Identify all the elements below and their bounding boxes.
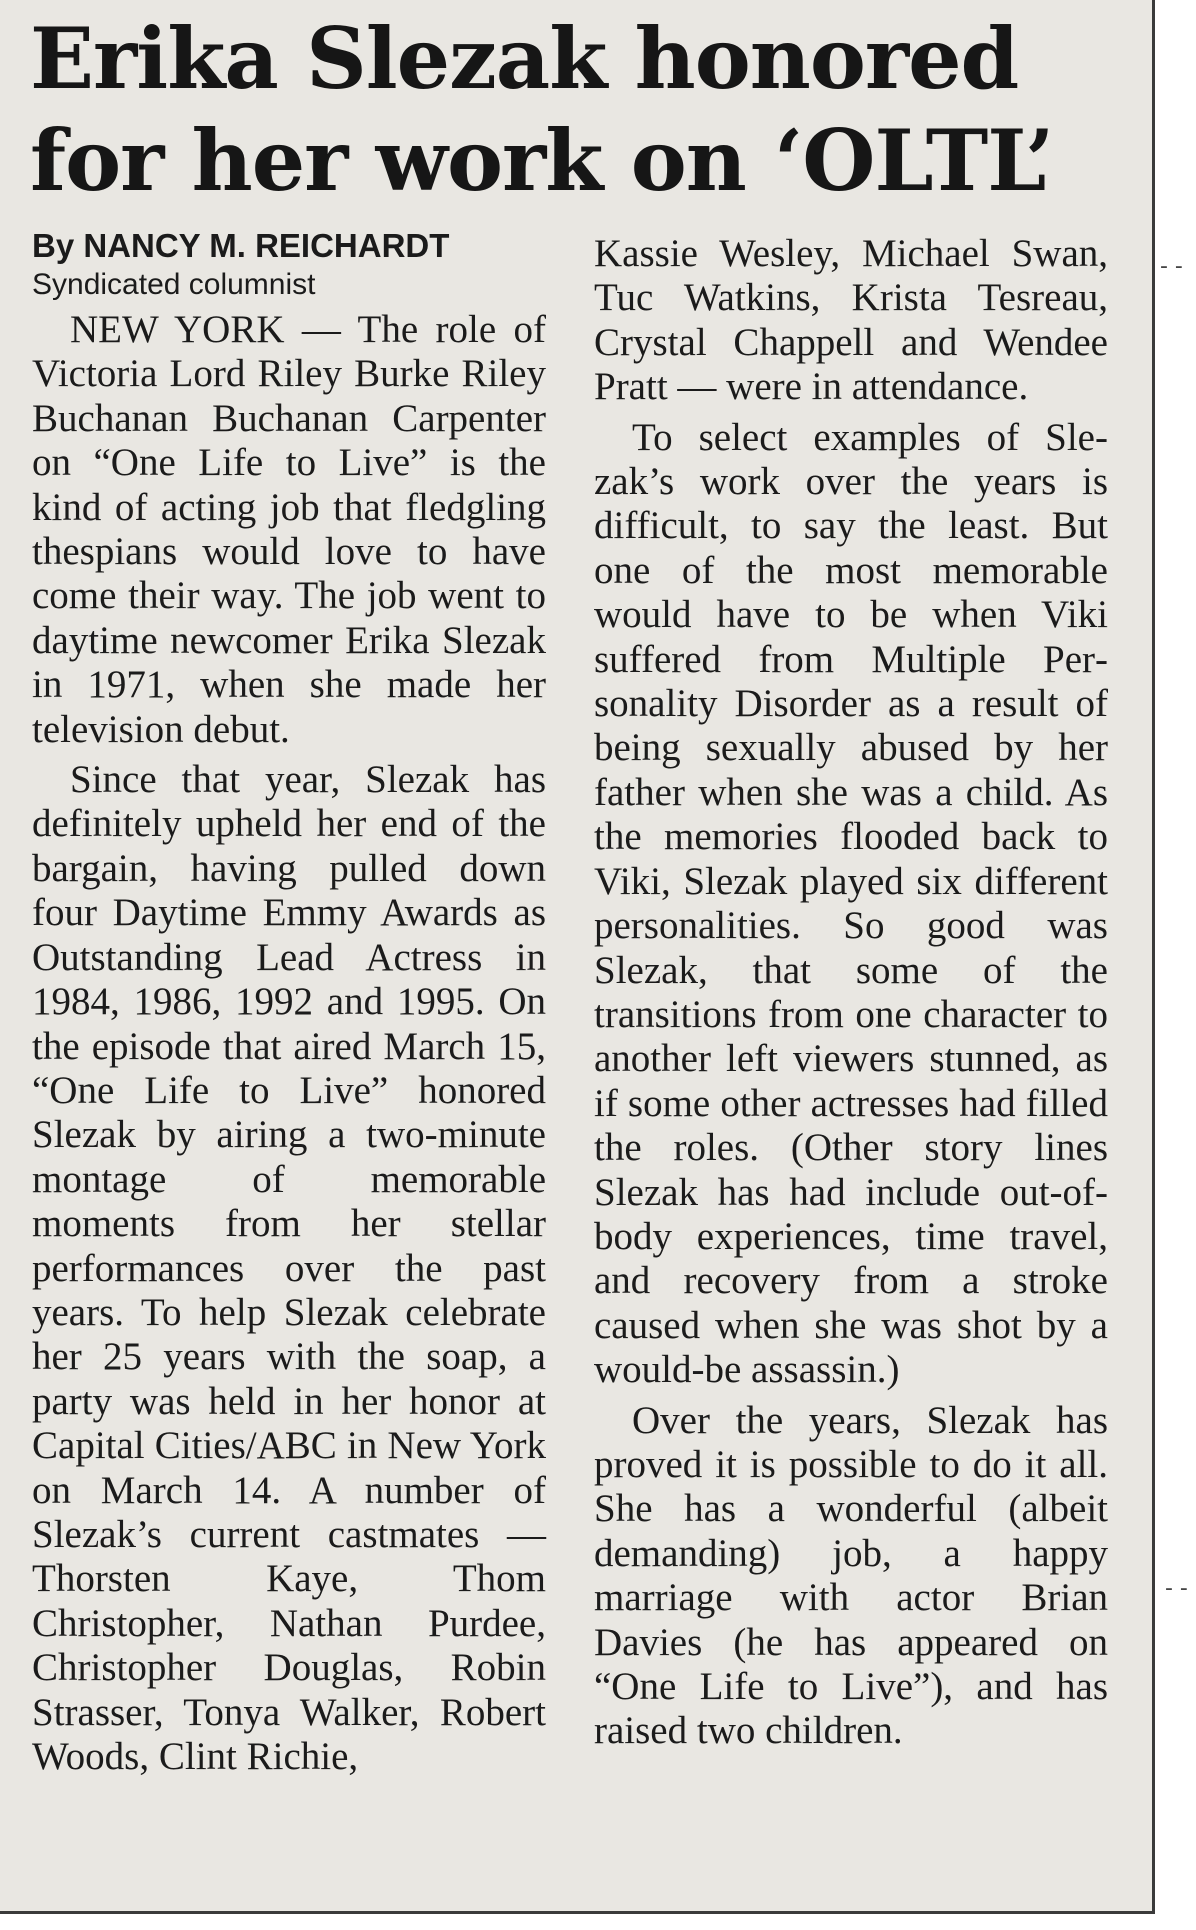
cut-mark: ‐ ‐: [1165, 1576, 1188, 1601]
article-column-right: [594, 232, 1108, 1754]
cut-mark: ‐ ‐: [1160, 254, 1183, 279]
byline-role: Syndicated columnist: [32, 268, 316, 301]
article-column-left: [32, 226, 546, 1779]
paragraph: To select examples of Slezak’s work over the years is difficult, to say the least. But one of the most memorable would have to be when Viki suffered from Multiple Personality Disorder as a result of being sexually abused by her father when she was a child. As the memories flooded back to Viki, Slezak played six different personalities. So good was Slezak, that some of the transitions from one character to another left viewers stunned, as if some other actresses had filled the roles. (Other story lines Slezak has had include out-of-body experiences, time travel, and recovery from a stroke caused when she was shot by a would-be assassin.): [594, 415, 1108, 1392]
article-headline: Erika Slezak honored for her work on ‘OLTL’: [30, 9, 1054, 210]
paragraph: Since that year, Slezak has definitely upheld her end of the bargain, having pulled down four Daytime Emmy Awards as Outstanding Lead Actress in 1984, 1986, 1992 and 1995. On the episode that aired March 15, “One Life to Live” honored Slezak by airing a two-minute montage of memorable moments from her stellar performances over the past years. To help Slezak celebrate her 25 years with the soap, a party was held in her honor at Capital Cities/ABC in New York on March 14. A number of Slezak’s current castmates — Thorsten Kaye, Thom Christopher, Nathan Purdee, Christopher Douglas, Robin Strasser, Tonya Walker, Robert Woods, Clint Richie,: [32, 758, 546, 1778]
byline: By NANCY M. REICHARDT: [32, 227, 450, 264]
paragraph: NEW YORK — The role of Victoria Lord Riley Burke Riley Buchanan Buchanan Carpenter on “One Life to Live” is the kind of acting job that fledgling thespians would love to have come their way. The job went to daytime newcomer Erika Slezak in 1971, when she made her television debut.: [32, 308, 546, 751]
paragraph: Kassie Wesley, Michael Swan, Tuc Watkins, Krista Tesreau, Crystal Chappell and Wendee Pratt — were in attendance.: [594, 232, 1108, 409]
paragraph: Over the years, Slezak has proved it is possible to do it all. She has a wonderful (albeit demanding) job, a happy marriage with actor Brian Davies (he has appeared on “One Life to Live”), and has raised two children.: [594, 1398, 1108, 1753]
